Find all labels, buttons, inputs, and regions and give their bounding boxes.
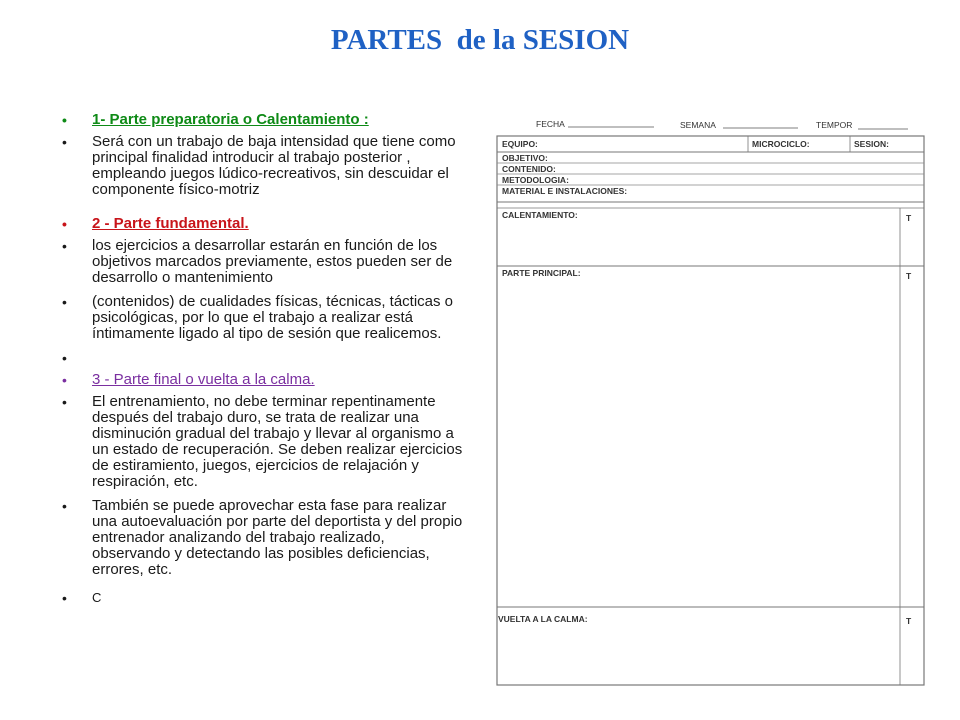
section-heading-warmup: • 1- Parte preparatoria o Calentamiento : (62, 112, 464, 128)
section-heading-cooldown: • 3 - Parte final o vuelta a la calma. (62, 372, 464, 388)
bullet-main-part-contents: • (contenidos) de cualidades físicas, técnicas, tácticas o psicológicas, por lo que el trabajo a realizar está íntimamente ligado al tipo de sesión que realicemos. (62, 294, 464, 342)
session-form-image (480, 112, 935, 707)
form-t-calentamiento: T (906, 213, 912, 223)
form-label-equipo: EQUIPO: (502, 139, 538, 149)
form-label-calentamiento: CALENTAMIENTO: (502, 210, 578, 220)
bullet-cooldown-description: • El entrenamiento, no debe terminar repentinamente después del trabajo duro, se trata de realizar una disminución gradual del trabajo y llevar al organismo a un estado de recuperación. Se deben realizar ejercicios de estiramiento, juegos, ejercicios de relajación y respiración, etc. (62, 394, 464, 490)
form-label-semana: SEMANA (680, 120, 716, 130)
form-t-parte-principal: T (906, 271, 912, 281)
form-label-objetivo: OBJETIVO: (502, 153, 548, 163)
form-label-contenido: CONTENIDO: (502, 164, 556, 174)
bullet-trailing-c: • C (62, 590, 464, 606)
form-label-material: MATERIAL E INSTALACIONES: (502, 186, 628, 196)
bullet-warmup-description: • Será con un trabajo de baja intensidad que tiene como principal finalidad introducir al trabajo posterior , empleando juegos lúdico-recreativos, sin descuidar el componente físico-motriz (62, 134, 464, 198)
form-label-metodologia: METODOLOGIA: (502, 175, 569, 185)
form-label-tempor: TEMPOR (816, 120, 853, 130)
form-label-parte-principal: PARTE PRINCIPAL: (502, 268, 581, 278)
bullet-main-part-description: • los ejercicios a desarrollar estarán en función de los objetivos marcados previamente, estos pueden ser de desarrollo o mantenimiento (62, 238, 464, 286)
bullet-cooldown-evaluation: • También se puede aprovechar esta fase para realizar una autoevaluación por parte del deportista y del propio entrenador analizando del trabajo realizado, observando y detectando las posibles deficiencias, errores, etc. (62, 498, 464, 578)
form-label-sesion: SESION: (854, 139, 889, 149)
form-t-vuelta-calma: T (906, 616, 912, 626)
form-label-vuelta-calma: VUELTA A LA CALMA: (498, 614, 588, 624)
content-bullet-list (62, 112, 464, 606)
bullet-empty (62, 350, 464, 366)
form-label-microciclo: MICROCICLO: (752, 139, 810, 149)
slide-title: PARTES de la SESION (330, 24, 630, 56)
section-heading-main-part: • 2 - Parte fundamental. (62, 216, 464, 232)
form-label-fecha: FECHA (536, 119, 565, 129)
